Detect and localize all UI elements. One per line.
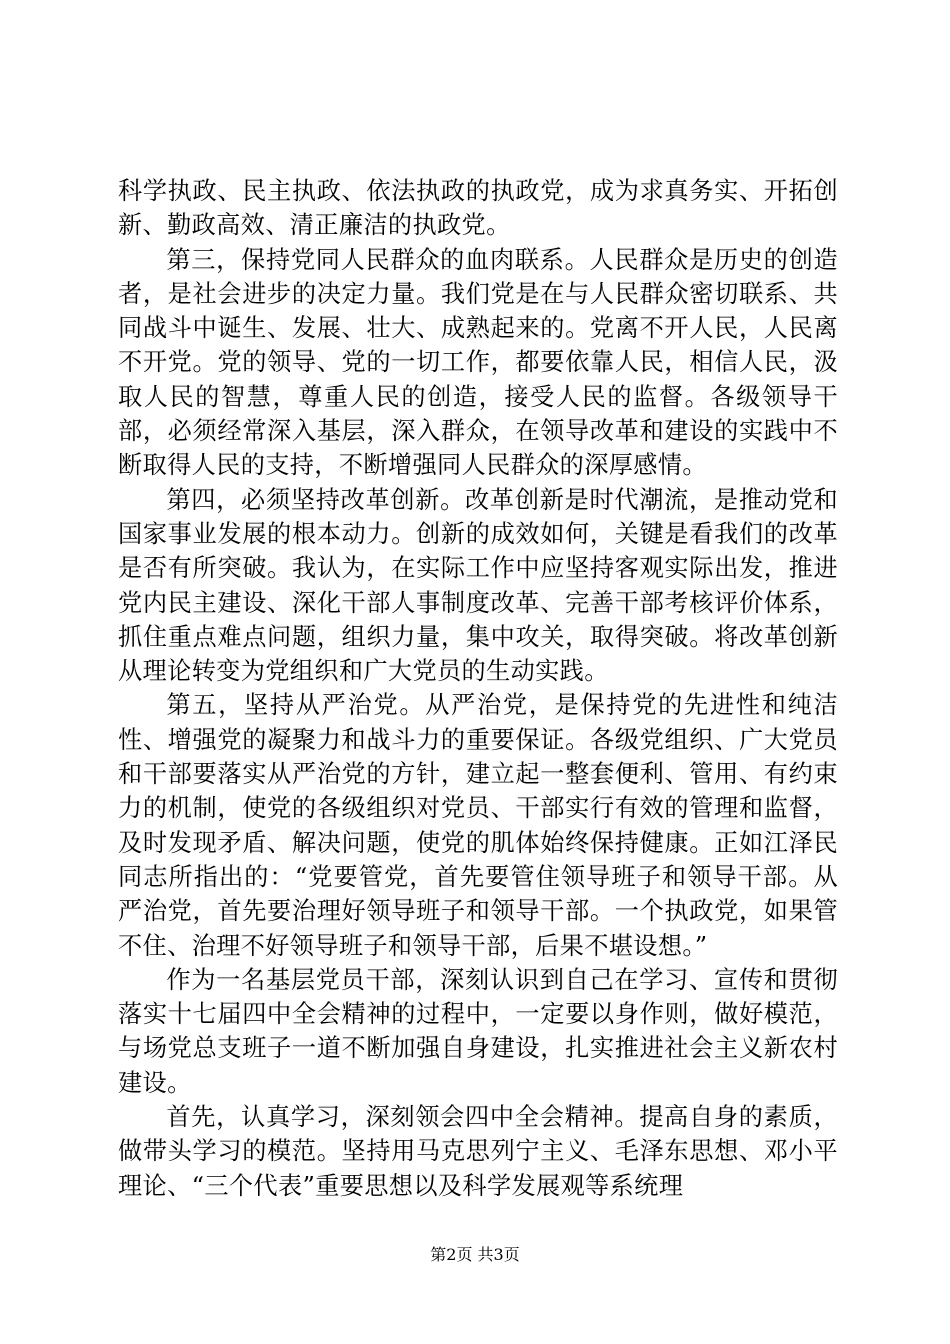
paragraph-continuation: 科学执政、民主执政、依法执政的执政党，成为求真务实、开拓创新、勤政高效、清正廉洁的执政党。 [118, 177, 838, 240]
document-body [118, 174, 838, 1203]
paragraph-fifth-point: 第五，坚持从严治党。从严治党，是保持党的先进性和纯洁性、增强党的凝聚力和战斗力的重要保证。各级党组织、广大党员和干部要落实从严治党的方针，建立起一整套便利、管用、有约束力的机制，使党的各级组织对党员、干部实行有效的管理和监督，及时发现矛盾、解决问题，使党的肌体始终保持健康。正如江泽民同志所指出的：“党要管党，首先要管住领导班子和领导干部。从严治党，首先要治理好领导班子和领导干部。一个执政党，如果管不住、治理不好领导班子和领导干部，后果不堪设想。” [118, 691, 838, 960]
paragraph-fourth-point: 第四，必须坚持改革创新。改革创新是时代潮流，是推动党和国家事业发展的根本动力。创新的成效如何，关键是看我们的改革是否有所突破。我认为，在实际工作中应坚持客观实际出发，推进党内民主建设、深化干部人事制度改革、完善干部考核评价体系，抓住重点难点问题，组织力量，集中攻关，取得突破。将改革创新从理论转变为党组织和广大党员的生动实践。 [118, 485, 838, 686]
paragraph-first-action: 首先，认真学习，深刻领会四中全会精神。提高自身的素质，做带头学习的模范。坚持用马克思列宁主义、毛泽东思想、邓小平理论、“三个代表”重要思想以及科学发展观等系统理 [118, 1103, 838, 1200]
page-footer: 第2页 共3页 [430, 1245, 520, 1264]
paragraph-personal-role: 作为一名基层党员干部，深刻认识到自己在学习、宣传和贯彻落实十七届四中全会精神的过程中，一定要以身作则，做好模范，与场党总支班子一道不断加强自身建设，扎实推进社会主义新农村建设。 [118, 965, 838, 1097]
paragraph-third-point: 第三，保持党同人民群众的血肉联系。人民群众是历史的创造者，是社会进步的决定力量。我们党是在与人民群众密切联系、共同战斗中诞生、发展、壮大、成熟起来的。党离不开人民，人民离不开党。党的领导、党的一切工作，都要依靠人民，相信人民，汲取人民的智慧，尊重人民的创造，接受人民的监督。各级领导干部，必须经常深入基层，深入群众，在领导改革和建设的实践中不断取得人民的支持，不断增强同人民群众的深厚感情。 [118, 245, 838, 480]
